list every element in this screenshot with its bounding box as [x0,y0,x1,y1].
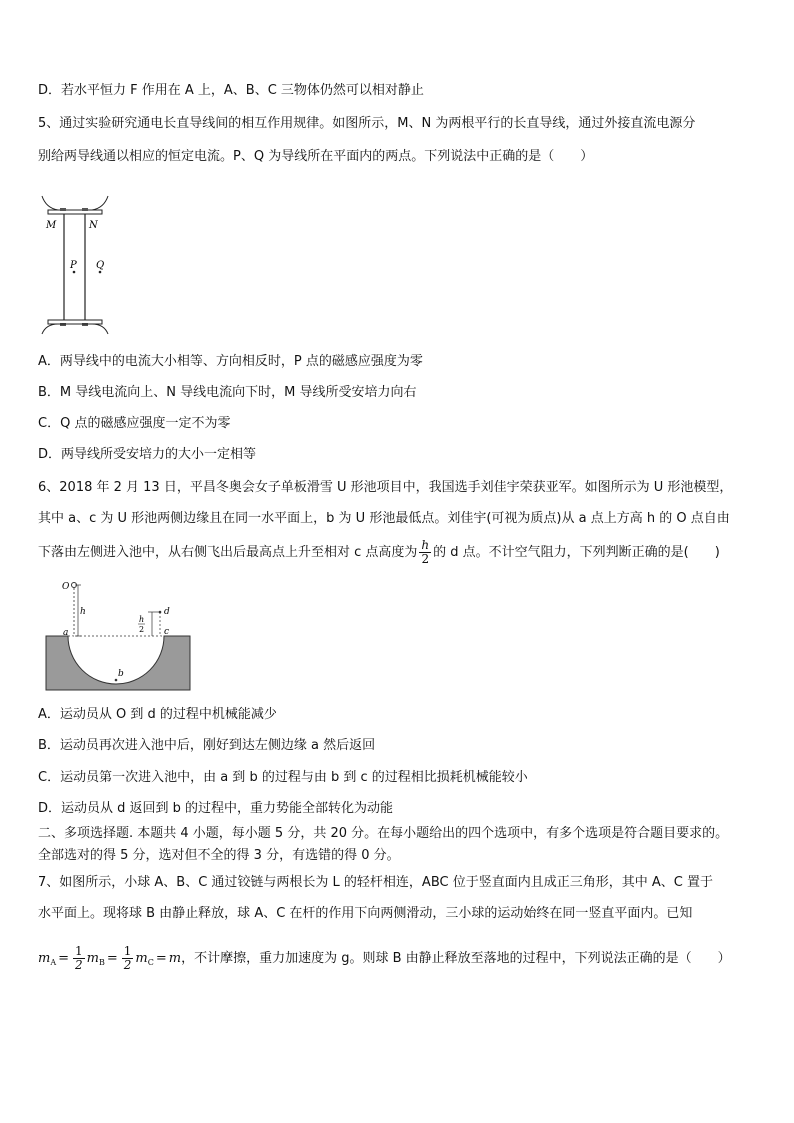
q5-label-m: M [46,220,57,231]
q5-label-p: P [70,260,77,271]
q5-wire-figure [38,192,110,338]
q7-frac-1: $\frac{1}{2}$ [75,944,83,972]
q5-label-n: N [89,220,98,231]
q6-label-o: O [62,582,70,592]
q6-stem-line3-b: 的 d 点。不计空气阻力，下列判断正确的是( ) [433,545,720,560]
q6-stem-line1: 6、2018 年 2 月 13 日，平昌冬奥会女子单板滑雪 U 形池项目中，我国选手刘佳宇荣获亚军。如图所示为 U 形池模型， [38,480,733,495]
q6-option-c: C．运动员第一次进入池中，由 a 到 b 的过程与由 b 到 c 的过程相比损耗机械能较小 [38,770,528,785]
q6-label-c: c [164,627,170,637]
q7-stem-line3-text: ，不计摩擦，重力加速度为 g。则球 B 由静止释放至落地的过程中，下列说法正确的是（ ） [181,951,731,966]
section2-line2: 全部选对的得 5 分，选对但不全的得 3 分，有选错的得 0 分。 [38,848,400,863]
q6-stem-line2: 其中 a、c 为 U 形池两侧边缘且在同一水平面上，b 为 U 形池最低点。刘佳宇(可视为质点)从 a 点上方高 h 的 O 点自由 [38,511,730,526]
q5-option-b: B．M 导线电流向上、N 导线电流向下时，M 导线所受安培力向右 [38,385,417,400]
q6-fraction-den: 2 [421,552,430,566]
q5-top-rail [48,210,102,214]
q5-option-c: C．Q 点的磁感应强度一定不为零 [38,416,231,431]
q5-top-clamp-n [82,208,88,211]
q5-stem-line1: 5、通过实验研究通电长直导线间的相互作用规律。如图所示，M、N 为两根平行的长直导线，通过外接直流电源分 [38,116,696,131]
q5-label-q: Q [96,260,105,271]
q6-label-half-den: 2 [139,625,145,634]
section2-line1: 二、多项选择题. 本题共 4 小题，每小题 5 分，共 20 分。在每小题给出的四个选项中，有多个选项是符合题目要求的。 [38,826,729,841]
q6-point-b [115,679,118,682]
q5-top-clamp-m [60,208,66,211]
q7-formula: $m_A$ = $\frac{1}{2}$ $m_B$ = $\frac{1}{2}$ $m_C = m$ [38,944,182,972]
q6-option-a: A．运动员从 O 到 d 的过程中机械能减少 [38,707,277,722]
q6-stem-line3 [38,538,720,568]
q7-stem-line1: 7、如图所示，小球 A、B、C 通过铰链与两根长为 L 的轻杆相连，ABC 位于竖直面内且成正三角形，其中 A、C 置于 [38,875,713,890]
q6-pool-block [46,636,190,690]
q7-stem-line2: 水平面上。现将球 B 由静止释放，球 A、C 在杆的作用下向两侧滑动，三小球的运动始终在同一竖直平面内。已知 [38,906,693,921]
q5-option-d: D．两导线所受安培力的大小一定相等 [38,447,257,462]
q6-label-half-num: h [139,615,145,624]
q6-label-h: h [80,607,86,617]
q7-stem-line3 [38,944,731,978]
q6-point-d [159,611,162,614]
q6-option-b: B．运动员再次进入池中后，刚好到达左侧边缘 a 然后返回 [38,738,376,753]
q6-stem-fraction [419,539,431,566]
q6-label-d: d [164,607,170,617]
q5-top-rail-curve [42,196,108,210]
q7-frac-2: $\frac{1}{2}$ [123,944,132,972]
q5-stem-line2: 别给两导线通以相应的恒定电流。P、Q 为导线所在平面内的两点。下列说法中正确的是（ ） [38,149,594,164]
q6-fraction-num: h [421,538,430,552]
q6-label-a: a [63,628,69,638]
q5-option-a: A．两导线中的电流大小相等、方向相反时，P 点的磁感应强度为零 [38,354,423,369]
q6-option-d: D．运动员从 d 返回到 b 的过程中，重力势能全部转化为动能 [38,801,394,816]
q5-bottom-rail-curve [42,324,108,334]
q6-label-b: b [118,669,124,679]
q5-point-p [73,271,76,274]
q6-u-pool-figure [44,578,192,696]
q5-point-q [99,271,102,274]
q4-option-d: D．若水平恒力 F 作用在 A 上，A、B、C 三物体仍然可以相对静止 [38,83,424,98]
q6-stem-line3-a: 下落由左侧进入池中，从右侧飞出后最高点上升至相对 c 点高度为 [38,545,418,560]
q5-bottom-rail [48,320,102,324]
